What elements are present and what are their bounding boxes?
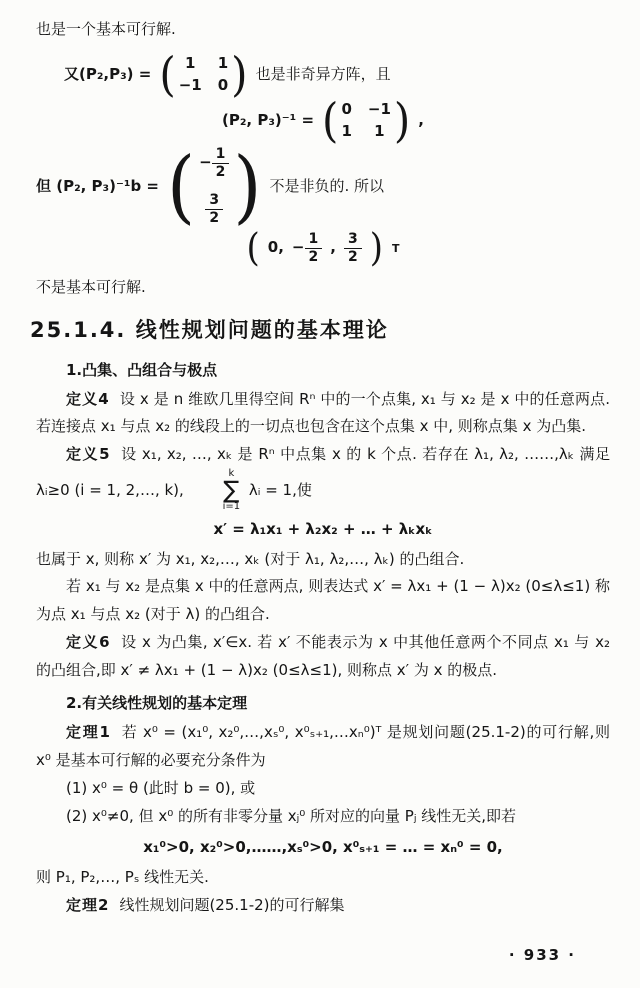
matrix-2 (322, 92, 411, 148)
eq1-lhs: 又(P₂,P₃) = (64, 65, 152, 83)
left-paren-icon: ( (322, 92, 339, 148)
matrix-2-cells (338, 100, 393, 142)
matrix-cell: 1 (185, 53, 196, 72)
eq1-rhs: 也是非奇异方阵，且 (255, 65, 391, 83)
matrix-cell: 0 (341, 99, 352, 118)
matrix-cell: 1 (341, 122, 352, 141)
definition-5-text-2: λᵢ = 1,使 (248, 480, 312, 499)
theorem-1-item-1 (36, 775, 610, 803)
tuple-first: 0, (267, 238, 284, 257)
theorem-1-paragraph (36, 719, 610, 775)
left-paren-icon: ( (159, 46, 176, 102)
conclusion-text: 不是基本可行解. (36, 277, 146, 296)
theorem-2-paragraph (36, 892, 610, 920)
fraction-numerator: 3 (344, 231, 362, 249)
vector-entry (205, 192, 223, 227)
theorem-1-item-2 (36, 803, 610, 831)
two-point-text: 若 x₁ 与 x₂ 是点集 x 中的任意两点, 则表达式 x′ = λx₁ + (1 − λ)x₂ (0≤λ≤1) 称为点 x₁ 与点 x₂ (对于 λ) 的凸组合. (36, 577, 610, 624)
matrix-1 (159, 46, 248, 102)
conclusion-line (36, 274, 610, 302)
fraction (305, 231, 323, 266)
fraction-denominator: 2 (308, 248, 319, 265)
transpose-superscript: T (391, 241, 400, 255)
tuple-comma: , (330, 238, 336, 257)
theorem-1-item-1-text: (1) x⁰ = θ (此时 b = 0), 或 (66, 778, 256, 797)
matrix-cell: 1 (374, 122, 385, 141)
theorem-1-label: 定理1 (66, 723, 111, 742)
matrix-cell: −1 (178, 76, 202, 95)
matrix-1-cells (176, 54, 231, 96)
fraction (344, 231, 362, 266)
matrix-cell: 1 (217, 53, 229, 72)
two-point-paragraph (36, 573, 610, 629)
eq2-tail: , (418, 111, 424, 129)
summation-symbol (193, 469, 241, 512)
definition-5-label: 定义5 (66, 445, 111, 464)
definition-6-paragraph (36, 629, 610, 685)
theorem-1-item-2-text: (2) x⁰≠0, 但 x⁰ 的所有非零分量 xⱼ⁰ 所对应的向量 Pⱼ 线性无关,即若 (66, 806, 517, 825)
theorem-1-text: 若 x⁰ = (x₁⁰, x₂⁰,…,xₛ⁰, x⁰ₛ₊₁,…xₙ⁰)ᵀ 是规划问题(25.1-2)的可行解,则 x⁰ 是基本可行解的必要充分条件为 (36, 723, 611, 770)
matrix-cell: 0 (217, 76, 229, 95)
sigma-icon: ∑ (223, 475, 240, 504)
definition-6-text: 设 x 为凸集, x′∈x. 若 x′ 不能表示为 x 中其他任意两个不同点 x₁ 与 x₂ 的凸组合,即 x′ ≠ λx₁ + (1 − λ)x₂ (0≤λ≤1), 则称点 x′ 为 x 的极点. (36, 632, 611, 679)
vector-entry (199, 146, 229, 181)
subheading-1: 1.凸集、凸组合与极点 (66, 360, 218, 379)
intro-line (36, 16, 610, 44)
definition-4-text: 设 x 是 n 维欧几里得空间 Rⁿ 中的一个点集, x₁ 与 x₂ 是 x 中的任意两点. 若连接点 x₁ 与点 x₂ 的线段上的一切点也包含在这个点集 x 中, 则称点集 x 为凸集. (36, 389, 611, 436)
equation-matrix-1 (64, 46, 610, 102)
theorem-1-tail (36, 864, 610, 892)
summation-lower-limit: i=1 (222, 500, 241, 512)
fraction-denominator: 2 (215, 163, 226, 180)
convex-combination-formula: x′ = λ₁x₁ + λ₂x₂ + … + λₖxₖ (213, 519, 433, 538)
fraction-denominator: 2 (347, 248, 358, 265)
column-vector (167, 139, 262, 233)
theorem-1-tail-text: 则 P₁, P₂,…, Pₛ 线性无关. (36, 868, 209, 887)
page-number: · 933 · (508, 946, 576, 964)
fraction-numerator: 1 (212, 146, 230, 164)
left-paren-icon: ( (246, 225, 260, 271)
tuple-fraction-1 (292, 231, 322, 266)
definition-5-text-3: 也属于 x, 则称 x′ 为 x₁, x₂,…, xₖ (对于 λ₁, λ₂,…, λₖ) 的凸组合. (36, 549, 465, 568)
definition-5-text-1: 设 x₁, x₂, …, xₖ 是 Rⁿ 中点集 x 的 k 个点. 若存在 λ₁, λ₂, ……,λₖ 满足 λᵢ≥0 (i = 1, 2,…, k), (36, 445, 611, 499)
theorem-1-condition-formula: x₁⁰>0, x₂⁰>0,……,xₛ⁰>0, x⁰ₛ₊₁ = … = xₙ⁰ = 0, (143, 838, 503, 857)
left-paren-icon: ( (167, 139, 196, 233)
section-heading: 25.1.4. 线性规划问题的基本理论 (30, 318, 389, 343)
right-paren-icon: ) (369, 225, 383, 271)
definition-5-continuation (36, 546, 610, 574)
fraction-numerator: 3 (205, 192, 223, 210)
right-paren-icon: ) (393, 92, 411, 148)
eq2-lhs: (P₂, P₃)⁻¹ = (222, 111, 315, 129)
theorem-2-text: 线性规划问题(25.1-2)的可行解集 (119, 896, 345, 915)
equation-vector (36, 139, 610, 233)
theorem-2-label: 定理2 (66, 896, 110, 915)
equation-tuple (36, 225, 610, 271)
fraction (212, 146, 230, 181)
eq3-rhs: 不是非负的. 所以 (269, 176, 385, 195)
matrix-cell: −1 (367, 99, 391, 118)
vector-entries (195, 146, 233, 227)
definition-6-label: 定义6 (66, 632, 111, 651)
fraction-denominator: 2 (209, 210, 220, 227)
fraction-numerator: 1 (305, 231, 323, 249)
fraction-sign: − (199, 153, 212, 172)
eq3-lhs: 但 (P₂, P₃)⁻¹b = (36, 176, 159, 195)
definition-5-paragraph (36, 441, 610, 512)
tuple-fraction-2 (344, 231, 362, 266)
right-paren-icon: ) (231, 46, 248, 102)
right-paren-icon: ) (233, 139, 262, 233)
summation-upper-limit: k (228, 467, 235, 479)
equation-matrix-2 (36, 92, 610, 148)
subheading-2: 2.有关线性规划的基本定理 (66, 694, 248, 713)
intro-text: 也是一个基本可行解. (36, 20, 176, 38)
definition-4-paragraph (36, 386, 610, 442)
definition-4-label: 定义4 (66, 389, 110, 408)
fraction (205, 192, 223, 227)
fraction-sign: − (291, 238, 305, 257)
